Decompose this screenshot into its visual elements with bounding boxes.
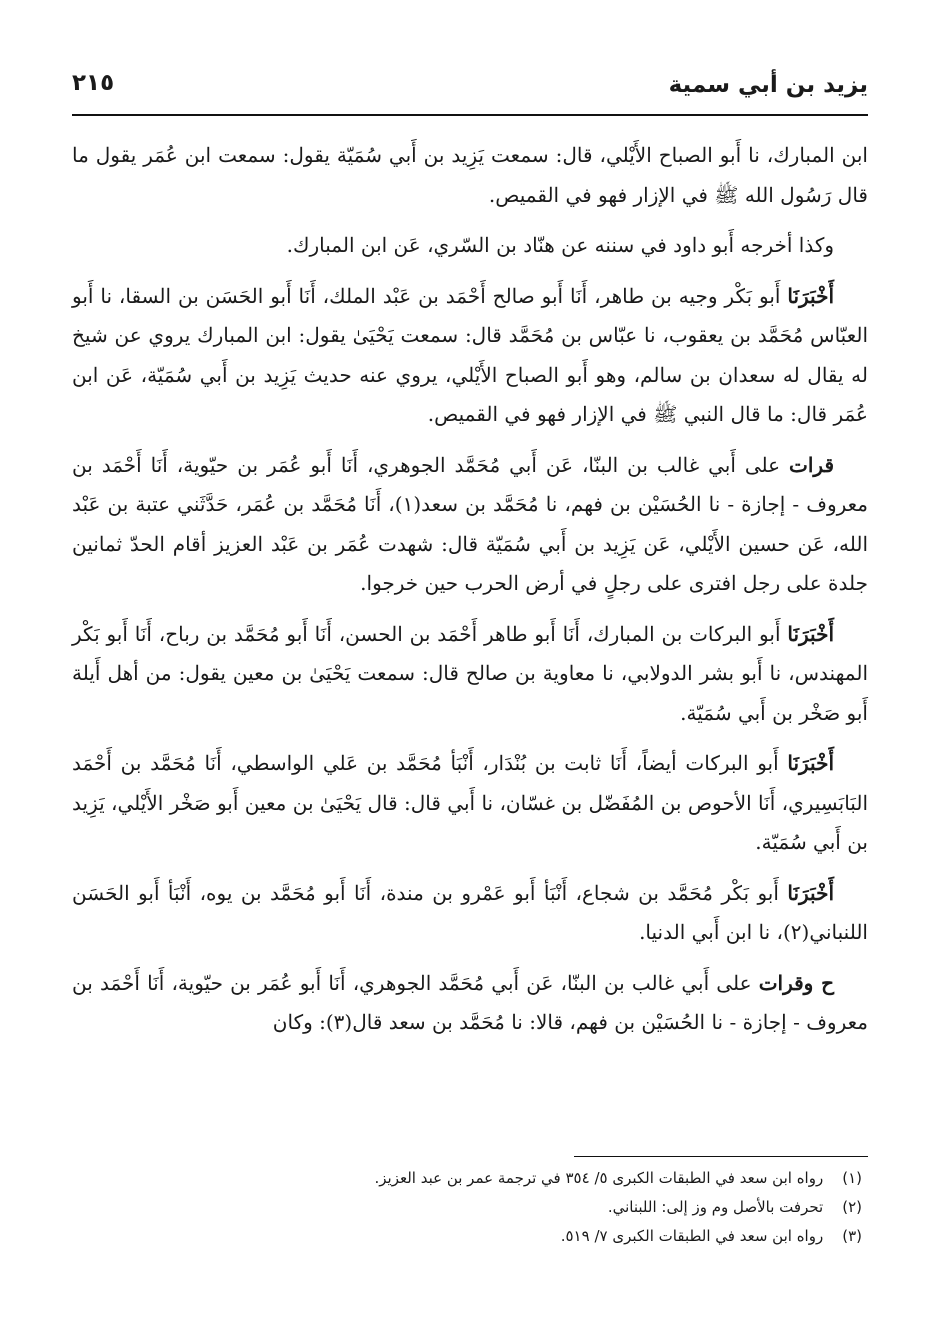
paragraph xyxy=(72,964,868,1043)
footnote-number: (٣) xyxy=(842,1227,862,1245)
paragraph-lead: ح وقرات xyxy=(758,970,834,995)
header-divider xyxy=(72,114,868,116)
footnote-text: تحرفت بالأصل وم وز إلى: اللبناني. xyxy=(607,1198,824,1216)
paragraph-text: أَبو بَكْر وجيه بن طاهر، أَنَا أَبو صالح أَحْمَد بن عَبْد الملك، أَنَا أَبو الحَسَن بن السقا، نا أَبو العبّاس مُحَمَّد بن يعقوب، نا عبّاس بن مُحَمَّد قال: سمعت يَحْيَىٰ يقول: ابن المبارك يروي عن شيخ له يقال له سعدان بن سالم، وهو أَبو الصباح الأَيْلي، يروي عنه حديث يَزِيد بن أَبي سُمَيّة، عَن ابن عُمَر قال: ما قال النبي ﷺ في الإزار فهو في القميص. xyxy=(72,283,868,426)
footnote xyxy=(72,1164,868,1193)
main-text xyxy=(72,136,868,1054)
footnote-number: (٢) xyxy=(842,1198,862,1216)
paragraph-text: أَبو بَكْر مُحَمَّد بن شجاع، أَنْبَأ أَبو عَمْرو بن مندة، أَنَا أَبو مُحَمَّد بن يوه، أَنْبَأ أَبو الحَسَن اللنباني(٢)، نا ابن أَبي الدنيا. xyxy=(72,880,868,944)
paragraph-text: وكذا أخرجه أَبو داود في سننه عن هنّاد بن السّري، عَن ابن المبارك. xyxy=(286,233,834,257)
footnote xyxy=(72,1193,868,1222)
paragraph-text: على أَبي غالب بن البنّا، عَن أَبي مُحَمَّد الجوهري، أَنَا أَبو عُمَر بن حيّوية، أَنَا أَحْمَد بن معروف - إجازة - نا الحُسَيْن بن فهم، قالا: نا مُحَمَّد بن سعد قال(٣): وكان xyxy=(72,970,868,1034)
page-number: ٢١٥ xyxy=(72,70,115,96)
paragraph-lead: أَخْبَرَنَا xyxy=(787,751,835,775)
paragraph xyxy=(72,226,868,266)
footnote-text: رواه ابن سعد في الطبقات الكبرى ٥/ ٣٥٤ في ترجمة عمر بن عبد العزيز. xyxy=(374,1169,824,1187)
paragraph xyxy=(72,277,868,435)
paragraph xyxy=(72,446,868,604)
footnote xyxy=(72,1222,868,1251)
header-title: يزيد بن أبي سمية xyxy=(668,72,868,98)
footnote-number: (١) xyxy=(842,1169,862,1187)
paragraph xyxy=(72,744,868,863)
paragraph-lead: أَخْبَرَنَا xyxy=(787,880,835,905)
paragraph-lead: أَخْبَرَنَا xyxy=(787,283,834,308)
paragraph-text: ابن المبارك، نا أَبو الصباح الأَيْلي، قال: سمعت يَزِيد بن أَبي سُمَيّة يقول: سمعت ابن عُمَر يقول ما قال رَسُول الله ﷺ في الإزار فهو في القميص. xyxy=(72,143,868,207)
paragraph-lead: أَخْبَرَنَا xyxy=(787,621,834,646)
footnotes xyxy=(72,1164,868,1251)
paragraph-lead: قرات xyxy=(789,452,835,477)
footnote-divider xyxy=(574,1156,868,1157)
paragraph xyxy=(72,874,868,953)
paragraph xyxy=(72,615,868,734)
footnote-text: رواه ابن سعد في الطبقات الكبرى ٧/ ٥١٩. xyxy=(560,1227,824,1245)
paragraph-text: على أَبي غالب بن البنّا، عَن أَبي مُحَمَّد الجوهري، أَنَا أَبو عُمَر بن حيّوية، أَنَا أَحْمَد بن معروف - إجازة - نا الحُسَيْن بن فهم، نا مُحَمَّد بن سعد(١)، أَنَا مُحَمَّد بن عُمَر، حَدَّثَني عتبة بن عَبْد الله، عَن حسين الأَيْلي، عَن يَزِيد بن أَبي سُمَيّة قال: شهدت عُمَر بن عَبْد العزيز أقام الحدّ ثمانين جلدة على رجل افترى على رجلٍ في أرض الحرب حين خرجوا. xyxy=(72,452,868,595)
running-header xyxy=(72,62,868,112)
paragraph xyxy=(72,136,868,215)
paragraph-text: أَبو البركات أيضاً، أَنَا ثابت بن بُنْدَار، أَنْبَأ مُحَمَّد بن عَلي الواسطي، أَنَا مُحَمَّد بن أَحْمَد البَابَسِيري، أَنَا الأحوص بن المُفَضّل بن غسّان، نا أَبي قال: قال يَحْيَىٰ بن معين أَبو صَخْر الأَيْلي، يَزِيد بن أَبي سُمَيّة. xyxy=(72,751,868,854)
paragraph-text: أَبو البركات بن المبارك، أَنَا أَبو طاهر أَحْمَد بن الحسن، أَنَا أَبو مُحَمَّد بن رباح، أَنَا أَبو بَكْر المهندس، نا أَبو بشر الدولابي، نا معاوية بن صالح قال: سمعت يَحْيَىٰ بن معين يقول: من أهل أَيلة أَبو صَخْر بن أَبي سُمَيّة. xyxy=(72,621,868,725)
